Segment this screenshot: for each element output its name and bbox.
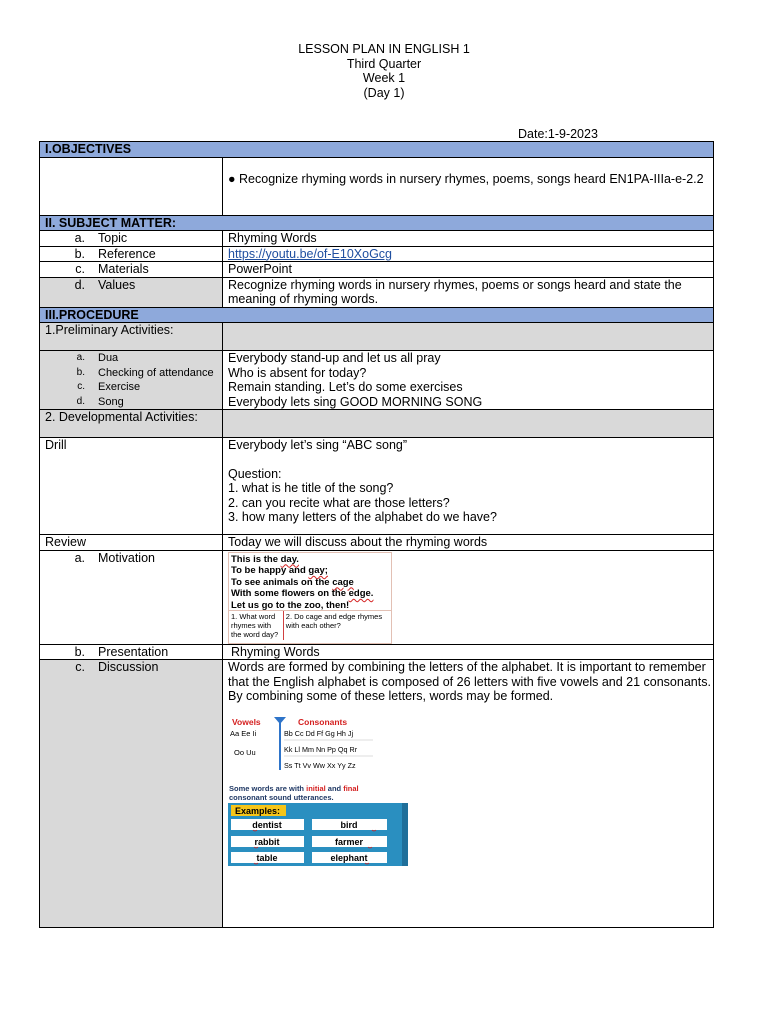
drill-label: Drill — [40, 438, 223, 535]
example-word: table — [256, 852, 278, 863]
question-3: 3. how many letters of the alphabet do we have? — [228, 510, 497, 524]
alphabet-slide — [228, 716, 373, 772]
review-label: Review — [40, 535, 223, 551]
prelim-song: Everybody lets sing GOOD MORNING SONG — [228, 394, 483, 409]
objectives-row — [40, 157, 714, 215]
section-subject-matter — [40, 215, 714, 231]
motivation-poem: This is the day. To be happy and gay; To see animals on the cage With some flowers on the edge. Let us go to the zoo, then! — [229, 553, 391, 611]
presentation-row: b. Presentation Rhyming Words — [40, 644, 714, 660]
section-procedure-heading: III.PROCEDURE — [40, 307, 714, 323]
review-row — [40, 535, 714, 551]
motivation-question-2: 2. Do cage and edge rhymes with each other? — [285, 611, 383, 630]
section-objectives-heading: I.OBJECTIVES — [40, 142, 714, 158]
lesson-date: Date:1-9-2023 — [518, 127, 598, 141]
lesson-header — [0, 42, 768, 100]
header-title: LESSON PLAN IN ENGLISH 1 — [298, 42, 470, 56]
objectives-text: ● Recognize rhyming words in nursery rhymes, poems, songs heard EN1PA-IIIa-e-2.2 — [223, 157, 714, 215]
discussion-row: c. Discussion Words are formed by combining the letters of the alphabet. It is important to remember that the English alphabet is composed of 26 letters with five vowels and 21 consonants. By combining some of these letters, words may be formed. Vowels Consonants Aa Ee Ii Oo Uu Bb Cc Dd Ff Gg Hh Jj Kk Ll Mm Nn Pp Qq Rr Ss Tt Vv Ww Xx Yy Zz Some words are with initial and final consonant sound utterances. Examples: dentist bird rabbit farmer table elephant — [40, 660, 714, 928]
vowels-row-2: Oo Uu — [234, 747, 256, 757]
developmental-label: 2. Developmental Activities: — [40, 410, 223, 438]
subject-row-values: d. Values Recognize rhyming words in nursery rhymes, poems or songs heard and state the meaning of rhyming words. — [40, 277, 714, 307]
drill-intro: Everybody let’s sing “ABC song” — [228, 438, 408, 452]
subject-row-materials: c. Materials PowerPoint — [40, 262, 714, 278]
example-word: dentist — [252, 819, 282, 830]
consonants-row-3: Ss Tt Vv Ww Xx Yy Zz — [284, 760, 356, 770]
header-day: (Day 1) — [363, 85, 405, 100]
question-label: Question: — [228, 466, 282, 481]
topic-value: Rhyming Words — [223, 231, 714, 247]
examples-title: Examples: — [235, 805, 281, 816]
reference-link[interactable]: https://youtu.be/of-E10XoGcg — [228, 246, 392, 261]
lesson-plan-table — [39, 141, 714, 928]
subject-row-topic: a. Topic Rhyming Words — [40, 231, 714, 247]
svg-text:Some words are with initial an: Some words are with initial and final — [229, 783, 359, 793]
materials-value: PowerPoint — [223, 262, 714, 278]
review-text: Today we will discuss about the rhyming words — [223, 535, 714, 551]
svg-text:consonant sound utterances.: consonant sound utterances. — [229, 792, 334, 802]
consonants-row-2: Kk Ll Mm Nn Pp Qq Rr — [284, 744, 358, 754]
drill-row — [40, 438, 714, 535]
example-word: elephant — [330, 852, 368, 863]
question-2: 2. can you recite what are those letters? — [228, 495, 450, 510]
prelim-dua: Everybody stand-up and let us all pray — [228, 351, 441, 365]
preliminary-row — [40, 323, 714, 351]
examples-slide — [228, 784, 408, 866]
subject-row-reference: b. Reference https://youtu.be/of-E10XoGcg — [40, 246, 714, 262]
section-objectives — [40, 142, 714, 158]
header-quarter: Third Quarter — [346, 56, 422, 71]
section-subject-heading: II. SUBJECT MATTER: — [40, 215, 714, 231]
consonants-title: Consonants — [298, 716, 348, 727]
example-word: rabbit — [254, 836, 280, 847]
prelim-attendance: Who is absent for today? — [228, 365, 367, 380]
discussion-text: Words are formed by combining the letters of the alphabet. It is important to remember that the English alphabet is composed of 26 letters with five vowels and 21 consonants. By combining some of these letters, words may be formed. — [228, 660, 711, 703]
divider-line — [279, 722, 281, 770]
question-1: 1. what is he title of the song? — [228, 481, 394, 495]
presentation-value: Rhyming Words — [223, 644, 714, 660]
vowels-row-1: Aa Ee Ii — [230, 728, 257, 738]
preliminary-items-row: a. Dua b. Checking of attendance c. Exercise d. Song Everybody stand-up and let us all pray Who is absent for today? Remain standing. Let’s do some exercises Everybody lets sing GOOD MORNING SONG — [40, 351, 714, 410]
prelim-exercise: Remain standing. Let’s do some exercises — [228, 380, 463, 394]
preliminary-label: 1.Preliminary Activities: — [40, 323, 223, 351]
section-procedure — [40, 307, 714, 323]
header-week: Week 1 — [362, 71, 406, 85]
values-text: Recognize rhyming words in nursery rhymes, poems or songs heard and state the meaning of rhyming words. — [223, 277, 714, 307]
developmental-row — [40, 410, 714, 438]
motivation-row: a. Motivation This is the day. To be happy and gay; To see animals on the cage With some flowers on the edge. Let us go to the zoo, then! 1. What word rhymes with the word day? 2. Do cage and edge rhymes with each other? — [40, 550, 714, 644]
example-word: farmer — [334, 836, 364, 847]
example-word: bird — [340, 819, 358, 830]
motivation-question-1: 1. What word rhymes with the word day? — [229, 611, 284, 640]
consonants-row-1: Bb Cc Dd Ff Gg Hh Jj — [284, 728, 354, 738]
vowels-title: Vowels — [232, 716, 261, 727]
motivation-slide — [228, 552, 392, 644]
